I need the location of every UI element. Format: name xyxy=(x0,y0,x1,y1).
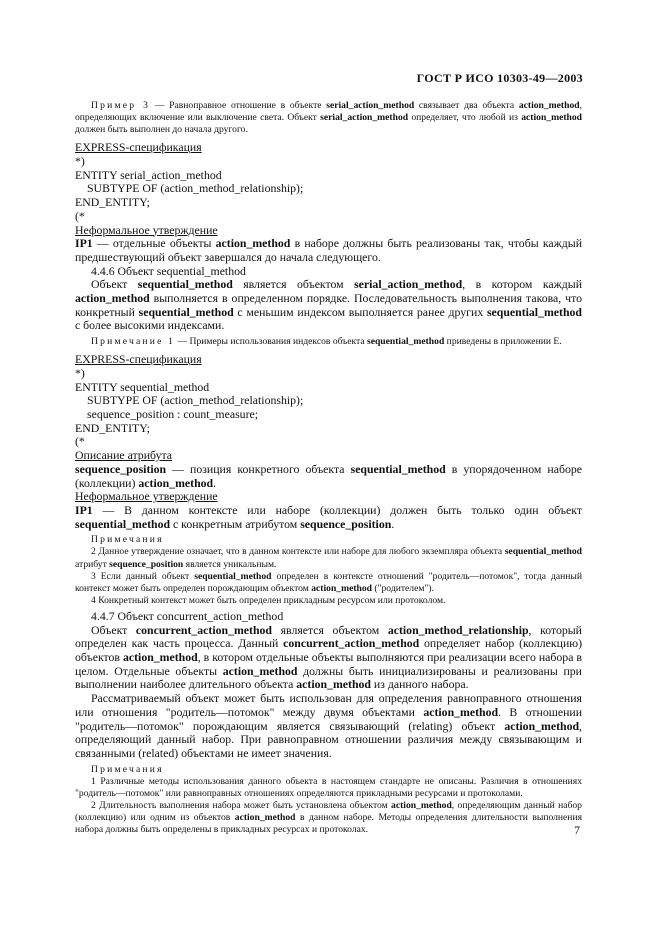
code-line: ENTITY sequential_method xyxy=(75,379,210,394)
code-line: ENTITY serial_action_method xyxy=(75,167,222,182)
express-spec-2 xyxy=(75,353,582,449)
note-2: 2 Данное утверждение означает, что в данном контексте или наборе для любого экземпляра объекта sequential_method атрибут sequence_position является уникальным. xyxy=(75,546,582,570)
informal-heading: Неформальное утверждение xyxy=(75,222,218,237)
code-line: (* xyxy=(75,434,85,449)
code-line: *) xyxy=(75,365,85,380)
express-heading: EXPRESS-спецификация xyxy=(75,352,202,367)
page-header: ГОСТ Р ИСО 10303-49—2003 xyxy=(416,71,583,85)
page-number: 7 xyxy=(574,823,580,837)
section-446-text: Объект sequential_method является объектом serial_action_method, в котором каждый action_method выполняется в определенном порядке. Последовательность выполнения такова, что конкретный sequential_method с меньшим индексом выполняется ранее других sequential_method с более высокими индексами. xyxy=(75,277,583,333)
informal-proposition-2: IP1 — В данном контексте или наборе (коллекции) должен быть только один объект sequential_method с конкретным атрибутом sequence_position. xyxy=(75,502,582,531)
code-line: SUBTYPE OF (action_method_relationship); xyxy=(87,393,304,408)
note-4: 4 Конкретный контекст может быть определен прикладным ресурсом или протоколом. xyxy=(91,594,446,606)
express-heading: EXPRESS-спецификация xyxy=(75,140,202,155)
notes-heading: Примечания xyxy=(91,534,164,546)
informal-proposition-1: IP1 — отдельные объекты action_method в наборе должны быть реализованы так, чтобы каждый предшествующий объект завершался до начала следующего. xyxy=(75,236,583,264)
document-body xyxy=(75,100,582,836)
note-3: 3 Если данный объект sequential_method определен в контексте отношений "родитель—потомок", тогда данный контекст может быть определен порождающим объектом action_method ("родителем"). xyxy=(75,570,582,594)
code-line: *) xyxy=(75,153,85,168)
note-1: Примечание 1 — Примеры использования индексов объекта sequential_method приведены в приложении Е. xyxy=(91,336,562,348)
attribute-description: sequence_position — позиция конкретного объекта sequential_method в упорядоченном наборе (коллекции) action_method. xyxy=(75,461,583,490)
express-spec-1 xyxy=(75,141,582,223)
section-447-para-1: Объект concurrent_action_method является объектом action_method_relationship, который определен как часть процесса. Данный concurrent_action_method определяет набор (коллекцию) объектов action_method, в котором отдельные объекты выполняются при реализации всего набора в целом. Отдельные объекты action_method должны быть инициализированы и реализованы при выполнении наиболее длительного объекта action_method из данного набора. xyxy=(75,622,582,692)
attribute-heading: Описание атрибута xyxy=(75,448,173,463)
section-title-447: 4.4.7 Объект concurrent_action_method xyxy=(91,608,284,623)
note-2b: 2 Длительность выполнения набора может быть установлена объектом action_method, определяющим данный набор (коллекцию) или одним из объектов action_method в данном наборе. Методы определения длительности выполнения набора должны быть определены в прикладных ресурсах и протоколах. xyxy=(75,799,582,836)
code-line: (* xyxy=(75,208,85,223)
code-line: SUBTYPE OF (action_method_relationship); xyxy=(87,181,304,196)
note-1b: 1 Различные методы использования данного объекта в настоящем стандарте не описаны. Различия в отношениях "родитель—потомок" или равноправных отношениях определяются прикладными ресурсами и протоколами. xyxy=(75,775,582,799)
code-line: END_ENTITY; xyxy=(75,195,150,210)
informal-heading: Неформальное утверждение xyxy=(75,489,218,504)
code-line: END_ENTITY; xyxy=(75,420,150,435)
section-447-para-2: Рассматриваемый объект может быть использован для определения равноправного отношения или отношения "родитель—потомок" между двумя объектами action_method. В отношении "родитель—потомок" порождающим является связывающий (relating) объект action_method, определяющий данный набор. При равноправном отношении различия между связывающим и связанными (related) объектами не имеет значения. xyxy=(75,691,583,760)
section-title-446: 4.4.6 Объект sequential_method xyxy=(91,263,246,278)
notes-heading: Примечания xyxy=(91,763,164,775)
code-line: sequence_position : count_measure; xyxy=(87,407,259,422)
example-3: Пример 3 — Равноправное отношение в объекте serial_action_method связывает два объекта action_method, определяющих включение или выключение света. Объект serial_action_method определяет, что любой из action_method должен быть выполнен до начала другого. xyxy=(75,100,582,136)
